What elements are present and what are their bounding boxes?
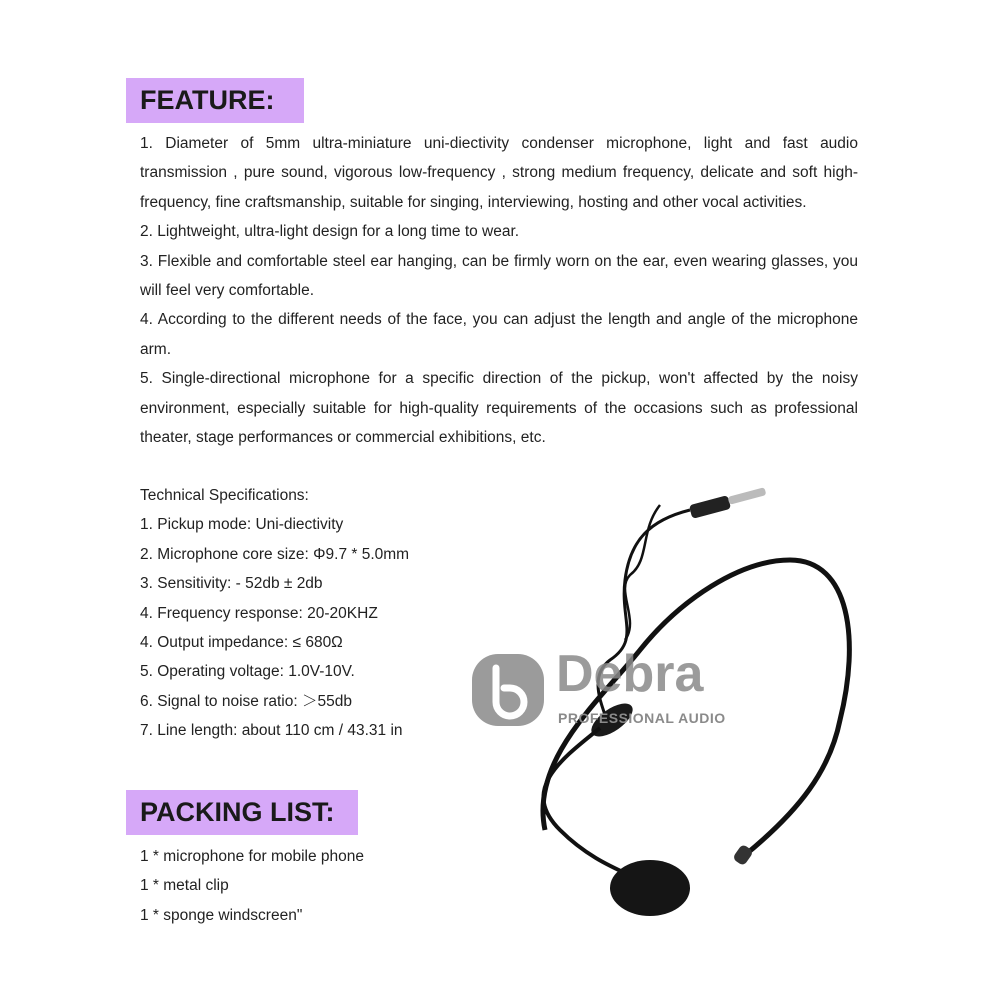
brand-name: Debra [556, 645, 704, 703]
brand-watermark [468, 645, 738, 730]
feature-heading: FEATURE: [126, 78, 304, 123]
feature-item: 2. Lightweight, ultra-light design for a long time to wear. [140, 223, 520, 241]
spec-item: 4. Frequency response: 20-20KHZ [140, 604, 378, 622]
feature-item: 4. According to the different needs of the face, you can adjust the length and angle of the microphone arm. [140, 311, 858, 358]
spec-item: 2. Microphone core size: Φ9.7 * 5.0mm [140, 545, 410, 563]
packing-heading: PACKING LIST: [126, 790, 358, 835]
spec-title: Technical Specifications: [140, 487, 309, 504]
spec-item: 3. Sensitivity: - 52db ± 2db [140, 575, 323, 593]
feature-item: 3. Flexible and comfortable steel ear hanging, can be firmly worn on the ear, even wearing glasses, you will feel very comfortable. [140, 252, 858, 300]
spec-item: 5. Operating voltage: 1.0V-10V. [140, 663, 355, 681]
spec-item: 1. Pickup mode: Uni-diectivity [140, 516, 344, 534]
packing-item: 1 * sponge windscreen" [140, 906, 303, 924]
feature-item: 1. Diameter of 5mm ultra-miniature uni-diectivity condenser microphone, light and fast audio transmission , pure sound, vigorous low-frequency , strong medium frequency, delicate and soft high-frequency, fine craftsmanship, suitable for singing, interviewing, hosting and other vocal activities. [140, 135, 858, 211]
spec-item: 7. Line length: about 110 cm / 43.31 in [140, 722, 403, 740]
feature-list [140, 129, 858, 452]
feature-item: 5. Single-directional microphone for a specific direction of the pickup, won't affected by the noisy environment, especially suitable for high-quality requirements of the occasions such as professional theater, stage performances or commercial exhibitions, etc. [140, 370, 858, 447]
spec-item: 4. Output impedance: ≤ 680Ω [140, 634, 343, 652]
brand-logo-icon [468, 650, 548, 730]
spec-item: 6. Signal to noise ratio: ＞55db [140, 692, 352, 710]
packing-item: 1 * metal clip [140, 877, 229, 895]
packing-item: 1 * microphone for mobile phone [140, 848, 365, 865]
brand-tagline: PROFESSIONAL AUDIO [558, 710, 726, 726]
